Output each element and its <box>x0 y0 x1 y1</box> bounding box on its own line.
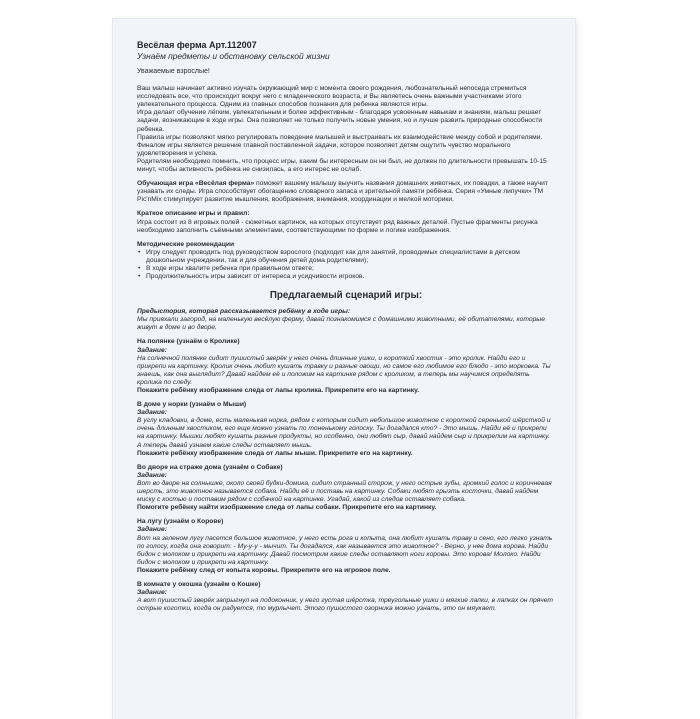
action-text: Помогите ребёнку найти изображение следа от лапы собаки. Прикрепите его на картинку. <box>137 504 437 512</box>
task-text: Вот на зеленом лугу пасется большое животное, у него есть рога и копыта, она любит кушать траву и сено, его легко узнать по голосу, когда она говорит: - Му-у-у - мычит. Ты догадался, как называется это животное? - Верно, у нее дома корова. Найди бидон с молоком и прикрепи на картинку. Давай посмотрим какие следы оставляют ноги коровы. Это корова! Молоко. Найди бидон с молоком и прикрепи на картинку. <box>137 534 553 566</box>
document-page <box>113 19 575 719</box>
task-text: А вот пушистый зверёк запрыгнул на подоконник, у него густая шёрстка, треугольные ушки и мягкие лапки, в лапках он прячет острые коготки, когда он радуется, то мурлычет. Этого пушистого озорника можно узнать, это он мяукает. <box>137 597 553 613</box>
intro-paragraph-2: Игра делает обучение лёгким, увлекательным и более эффективным - благодаря усвоенным навыкам и знаниям, малыш решает задачи, возникающие в ходе игры. Она позволяет не только получить новые умения, но и лучше развить природные способности ребенка. <box>137 109 543 133</box>
task-text: В углу кладовки, в доме, есть маленькая норка, рядом с которым сидит небольшое животное с короткой серенькой шёрсткой и очень длинным хвостиком, его еще можно узнать по тоненькому голоску. Ты догадался кто? - Это мышь. Найди её и прикрепи на картинку. Мышки любят кушать разные продукты, но особенно, они любят сыр, давай найдем сыр и прикрепим на картинку. А теперь давай узнаем какие следы оставляет мышь. <box>137 417 551 449</box>
scenario-title: Предлагаемый сценарий игры: <box>269 290 423 302</box>
section-title: В доме у норки (узнаём о Мыши) <box>137 401 247 409</box>
document-title: Весёлая ферма Арт.112007 <box>137 40 257 50</box>
methodology-list <box>137 249 555 281</box>
task-label: Задание: <box>137 471 167 479</box>
section-title: В комнате у окошка (узнаём о Кошке) <box>137 580 261 588</box>
methodology-heading: Методические рекомендации <box>137 240 235 248</box>
task-label: Задание: <box>137 346 167 354</box>
action-text: Покажите ребёнку след от копыта коровы. Прикрепите его на игровое поле. <box>137 566 391 574</box>
section-title: На полянке (узнаём о Кролике) <box>137 338 240 346</box>
prehistory-section <box>137 308 555 332</box>
section-rabbit <box>137 338 555 395</box>
document-content <box>137 40 555 619</box>
list-item: • В ходе игры хвалите ребенка при правильном ответе; <box>146 265 555 273</box>
list-item: • Игру следует проводить под руководством взрослого (подходит как для занятий, проводимых специалистами в детском дошкольном учреждении, так и для обучения детей дома родителями); <box>146 249 555 265</box>
task-label: Задание: <box>137 589 167 597</box>
educational-lead: Обучающая игра «Весёлая ферма» <box>137 180 255 188</box>
action-text: Покажите ребёнку изображение следа от лапы кролика. Прикрепите его на картинку. <box>137 387 420 394</box>
list-item: • Продолжительность игры зависит от интереса и усидчивости игроков. <box>146 273 555 281</box>
rules-text: Игра состоит из 8 игровых полей - сюжетных картинок, на которых отсутствует ряд важных деталей. Пустые фрагменты рисунка необходимо заполнить съёмными элементами, соответствующими по форме и логике изображения. <box>137 218 538 234</box>
intro-paragraph-1: Ваш малыш начинает активно изучать окружающий мир с момента своего рождения, любознательный непоседа стремиться исследовать все, что происходит вокруг него с младенческого возраста, и Вы являетесь очень важными участниками этого увлекательного процесса. Одним из главных способов познания для ребенка являются игры. <box>137 85 527 109</box>
greeting: Уважаемые взрослые! <box>137 68 210 75</box>
action-text: Покажите ребёнку изображение следа от лапы мыши. Прикрепите его на картинку. <box>137 449 413 457</box>
section-title: На лугу (узнаём о Корове) <box>137 518 224 526</box>
intro-paragraph-4: Родителям необходимо помнить, что процесс игры, каким бы интересным он ни был, не должен по длительности превышать 10-15 минут, чтобы активность ребёнка не снизилась, а его интерес не ослаб. <box>137 157 547 174</box>
task-text: Вот во дворе на солнышке, около своей будки-домика, сидит странный сторож, у него острые зубы, громкий голос и коричневая шерсть, это животное называется собака. Найди её и поставь на картинку. Собаки любят грызть косточки, давай найдем миску с костью и поставим рядом с собачкой на картинке. Угадай, какой из следов оставляет собака. <box>137 479 552 504</box>
intro-paragraph-3: Правила игры позволяют мягко регулировать поведение малышей и выстраивать их взаимодействие между собой и родителями. Финалом игры является решение главной поставленной задачи, которое позволяет детям ощутить чувство морального удовлетворения и успеха. <box>137 133 543 157</box>
educational-paragraph <box>137 180 555 204</box>
prehistory-label: Предыстория, которая рассказывается ребёнку в ходе игры: <box>137 308 351 316</box>
section-dog <box>137 464 555 513</box>
section-title: Во дворе на страже дома (узнаём о Собаке) <box>137 463 283 471</box>
section-mouse <box>137 401 555 458</box>
task-label: Задание: <box>137 409 167 417</box>
section-cow <box>137 518 555 575</box>
rules-heading: Краткое описание игры и правил: <box>137 210 250 218</box>
task-label: Задание: <box>137 526 167 534</box>
section-cat <box>137 581 555 613</box>
task-text: На солнечной полянке сидит пушистый зверёк у него очень длинные ушки, и короткий хвостик - это кролик. Найди его и прикрепи на картинку. Кролик очень любит кушать травку и разные овощи, но самое его любимое его блюдо - это морковка. Ты знаешь, как она выглядит? Давай найдем её и положим на картинке рядом с кроликом, а теперь мы научимся определять кролика по следу. <box>137 354 551 386</box>
prehistory-text: Мы приехали загород, на маленькую весёлую ферму, давай познакомимся с домашними животными, её обитателями, которые живут в доме и во дворе. <box>137 316 545 332</box>
educational-text: поможет вашему малышу выучить названия домашних животных, их повадки, а также научит узнавать их следы. Игра способствует обогащению словарного запаса и зрительной памяти ребёнка. Серия «Умные липучки» ТМ Pic'nMix стимулирует развитие мышления, воображения, внимания, координации и мелкой моторики. <box>137 180 548 204</box>
document-subtitle: Узнаём предметы и обстановку сельской жизни <box>137 51 330 61</box>
